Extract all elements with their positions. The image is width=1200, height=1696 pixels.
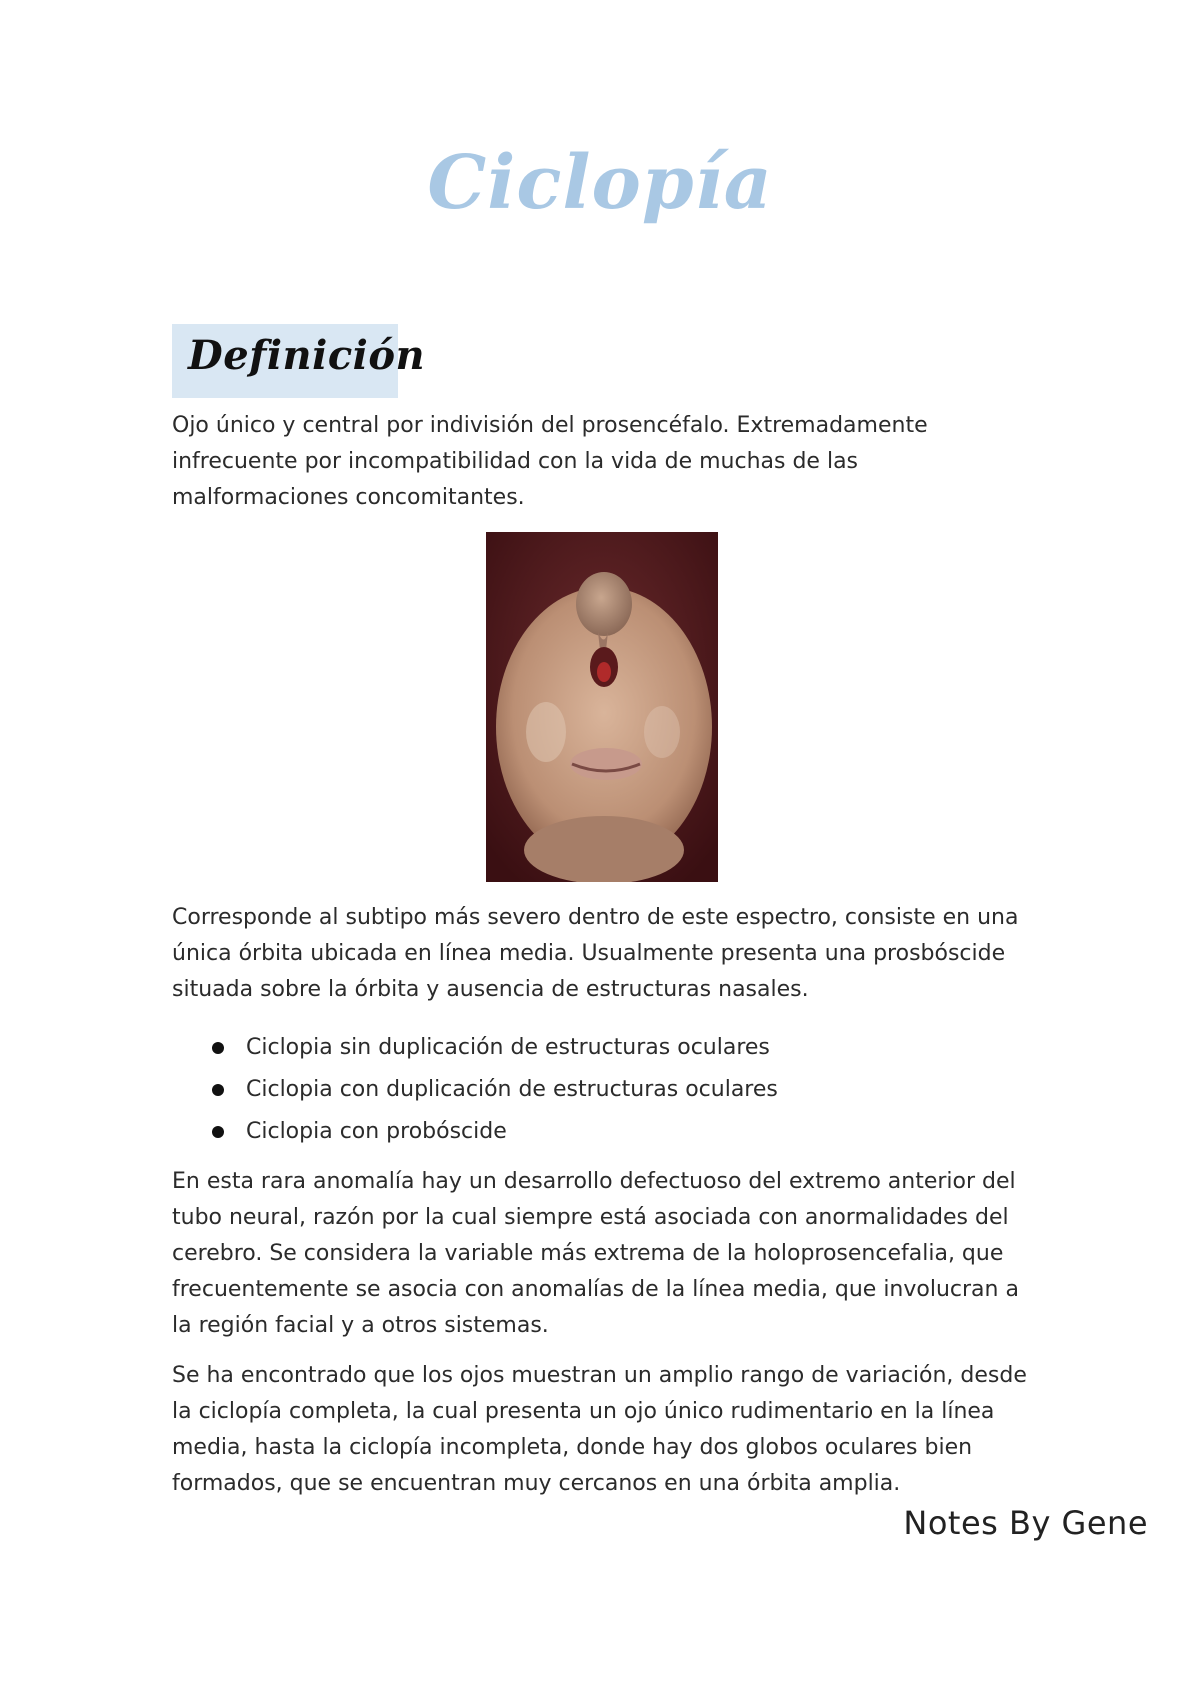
signature: Notes By Gene — [903, 1504, 1148, 1542]
bullet-icon — [212, 1084, 224, 1096]
clinical-photo — [486, 532, 718, 882]
anomaly-paragraph: En esta rara anomalía hay un desarrollo defectuoso del extremo anterior del tubo neural, razón por la cual siempre está asociada con anormalidades del cerebro. Se considera la variable más extrema de la holoprosencefalia, que frecuentemente se asocia con anomalías de la línea media, que involucran a la región facial y a otros sistemas. — [172, 1169, 1019, 1338]
page-title: Ciclopía — [427, 140, 773, 226]
section-heading: Definición — [188, 332, 426, 379]
list-item: Ciclopia con probóscide — [200, 1114, 778, 1156]
subtype-list — [200, 1030, 778, 1156]
list-item: Ciclopia con duplicación de estructuras oculares — [200, 1072, 778, 1114]
bullet-icon — [212, 1126, 224, 1138]
definition-paragraph: Ojo único y central por indivisión del prosencéfalo. Extremadamente infrecuente por incompatibilidad con la vida de muchas de las malformaciones concomitantes. — [172, 413, 928, 510]
spectrum-paragraph: Corresponde al subtipo más severo dentro de este espectro, consiste en una única órbita ubicada en línea media. Usualmente presenta una prosbóscide situada sobre la órbita y ausencia de estructuras nasales. — [172, 905, 1019, 1002]
bullet-icon — [212, 1042, 224, 1054]
list-item: Ciclopia sin duplicación de estructuras oculares — [200, 1030, 778, 1072]
variation-paragraph: Se ha encontrado que los ojos muestran un amplio rango de variación, desde la ciclopía completa, la cual presenta un ojo único rudimentario en la línea media, hasta la ciclopía incompleta, donde hay dos globos oculares bien formados, que se encuentran muy cercanos en una órbita amplia. — [172, 1363, 1027, 1496]
